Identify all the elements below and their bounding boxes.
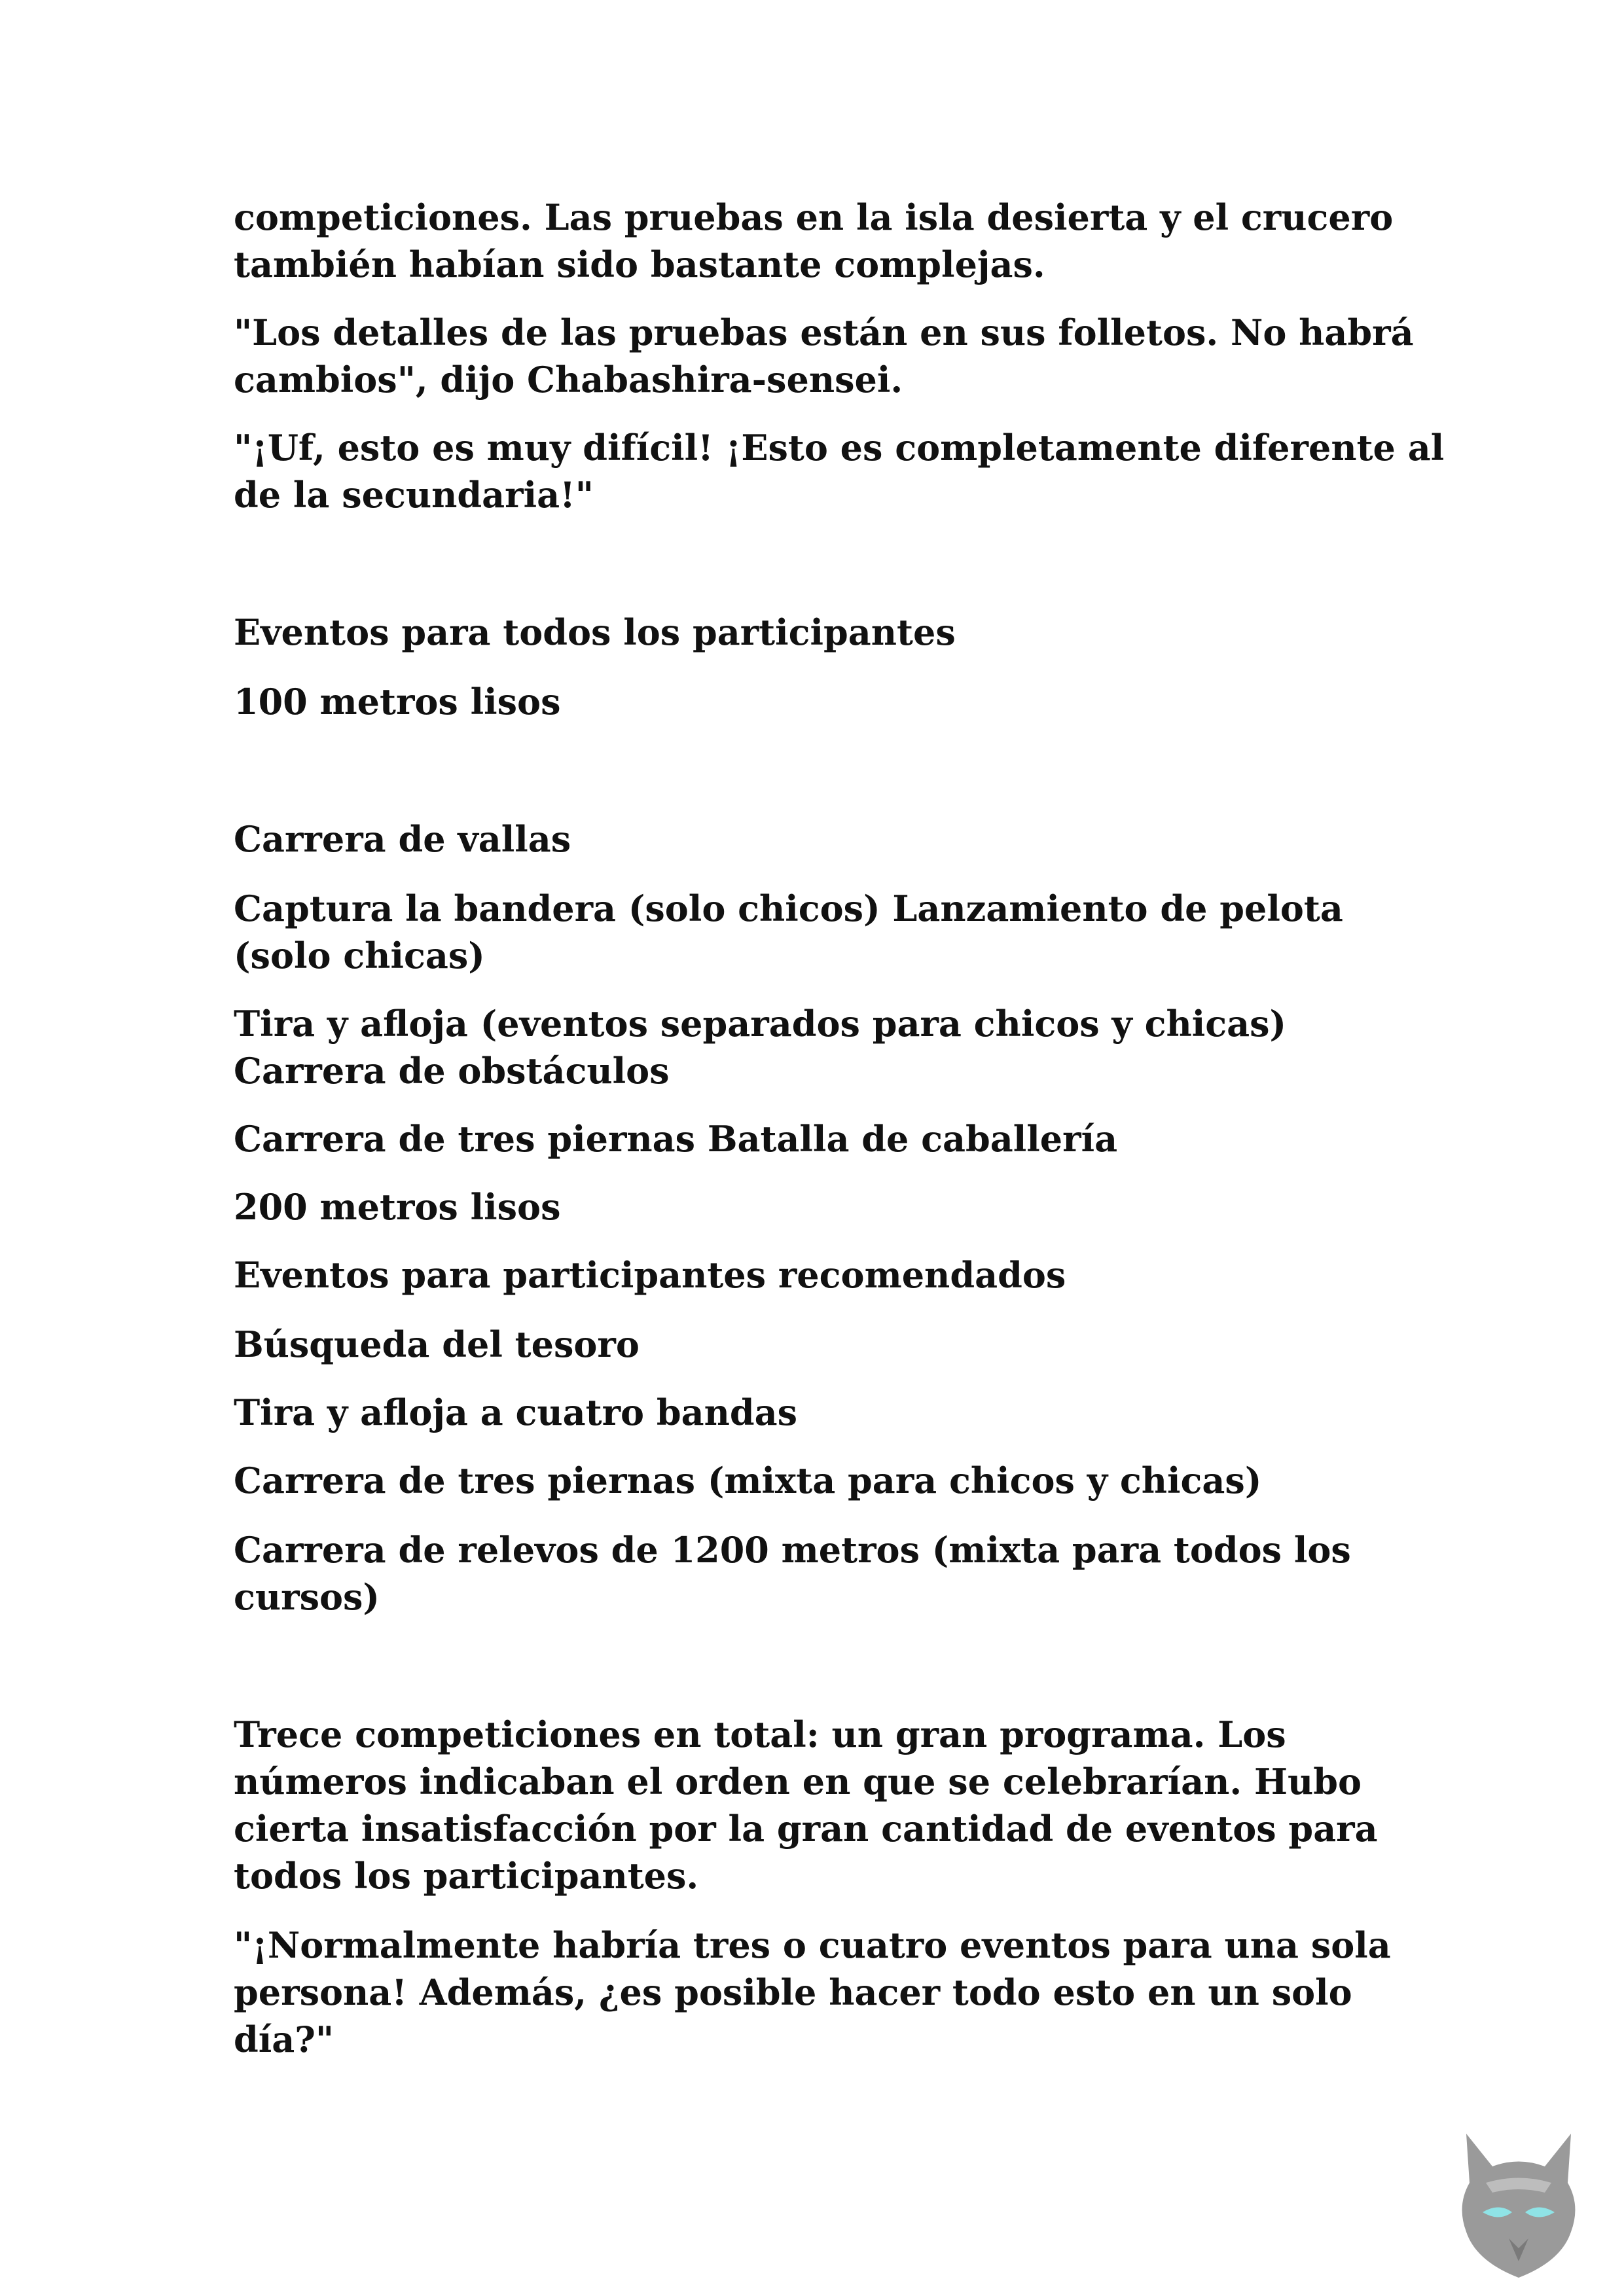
text-line: Tira y afloja a cuatro bandas xyxy=(234,1391,797,1433)
event-item xyxy=(234,1183,1412,1230)
text-line: Carrera de obstáculos xyxy=(234,1050,670,1092)
text-line: Búsqueda del tesoro xyxy=(234,1323,640,1365)
text-line: cambios", dijo Chabashira-sensei. xyxy=(234,359,903,401)
text-line: Eventos para todos los participantes xyxy=(234,611,956,653)
text-line: 200 metros lisos xyxy=(234,1186,561,1228)
text-line: también habían sido bastante complejas. xyxy=(234,243,1045,285)
text-line: Captura la bandera (solo chicos) Lanzamiento de pelota xyxy=(234,888,1343,929)
text-line: persona! Además, ¿es posible hacer todo esto en un solo xyxy=(234,1971,1352,2013)
text-line: 100 metros lisos xyxy=(234,681,561,723)
text-line: Eventos para participantes recomendados xyxy=(234,1254,1066,1296)
section-heading-recommended xyxy=(234,1251,1412,1299)
text-line: "¡Uf, esto es muy difícil! ¡Esto es completamente diferente al xyxy=(234,427,1445,469)
text-line: Carrera de relevos de 1200 metros (mixta para todos los xyxy=(234,1529,1351,1571)
text-line: de la secundaria!" xyxy=(234,474,594,516)
text-line: cierta insatisfacción por la gran cantidad de eventos para xyxy=(234,1808,1378,1850)
event-item xyxy=(234,1526,1412,1621)
event-item xyxy=(234,1000,1412,1094)
text-line: día?" xyxy=(234,2018,334,2060)
text-line: competiciones. Las pruebas en la isla desierta y el crucero xyxy=(234,196,1394,238)
paragraph-dialogue xyxy=(234,1922,1412,2063)
text-line: Carrera de tres piernas Batalla de caballería xyxy=(234,1118,1118,1160)
paragraph-1 xyxy=(234,194,1412,288)
event-item xyxy=(234,678,1412,725)
text-line: (solo chicas) xyxy=(234,935,485,977)
text-line: todos los participantes. xyxy=(234,1855,699,1897)
text-line: Trece competiciones en total: un gran programa. Los xyxy=(234,1713,1286,1755)
text-line: cursos) xyxy=(234,1576,380,1618)
section-heading-all-participants xyxy=(234,609,1412,656)
event-item xyxy=(234,1389,1412,1436)
paragraph-summary xyxy=(234,1711,1412,1899)
demon-mask-logo-icon xyxy=(1447,2121,1591,2284)
event-item xyxy=(234,885,1412,979)
event-item xyxy=(234,816,1412,863)
text-line: "¡Normalmente habría tres o cuatro eventos para una sola xyxy=(234,1924,1391,1966)
text-line: Tira y afloja (eventos separados para chicos y chicas) xyxy=(234,1003,1287,1045)
text-line: números indicaban el orden en que se celebrarían. Hubo xyxy=(234,1761,1362,1803)
event-item xyxy=(234,1115,1412,1162)
text-line: "Los detalles de las pruebas están en sus folletos. No habrá xyxy=(234,312,1414,353)
text-line: Carrera de vallas xyxy=(234,818,571,860)
paragraph-2 xyxy=(234,309,1412,403)
paragraph-3 xyxy=(234,424,1445,518)
event-item xyxy=(234,1457,1412,1504)
text-line: Carrera de tres piernas (mixta para chicos y chicas) xyxy=(234,1460,1262,1501)
event-item xyxy=(234,1321,1412,1368)
